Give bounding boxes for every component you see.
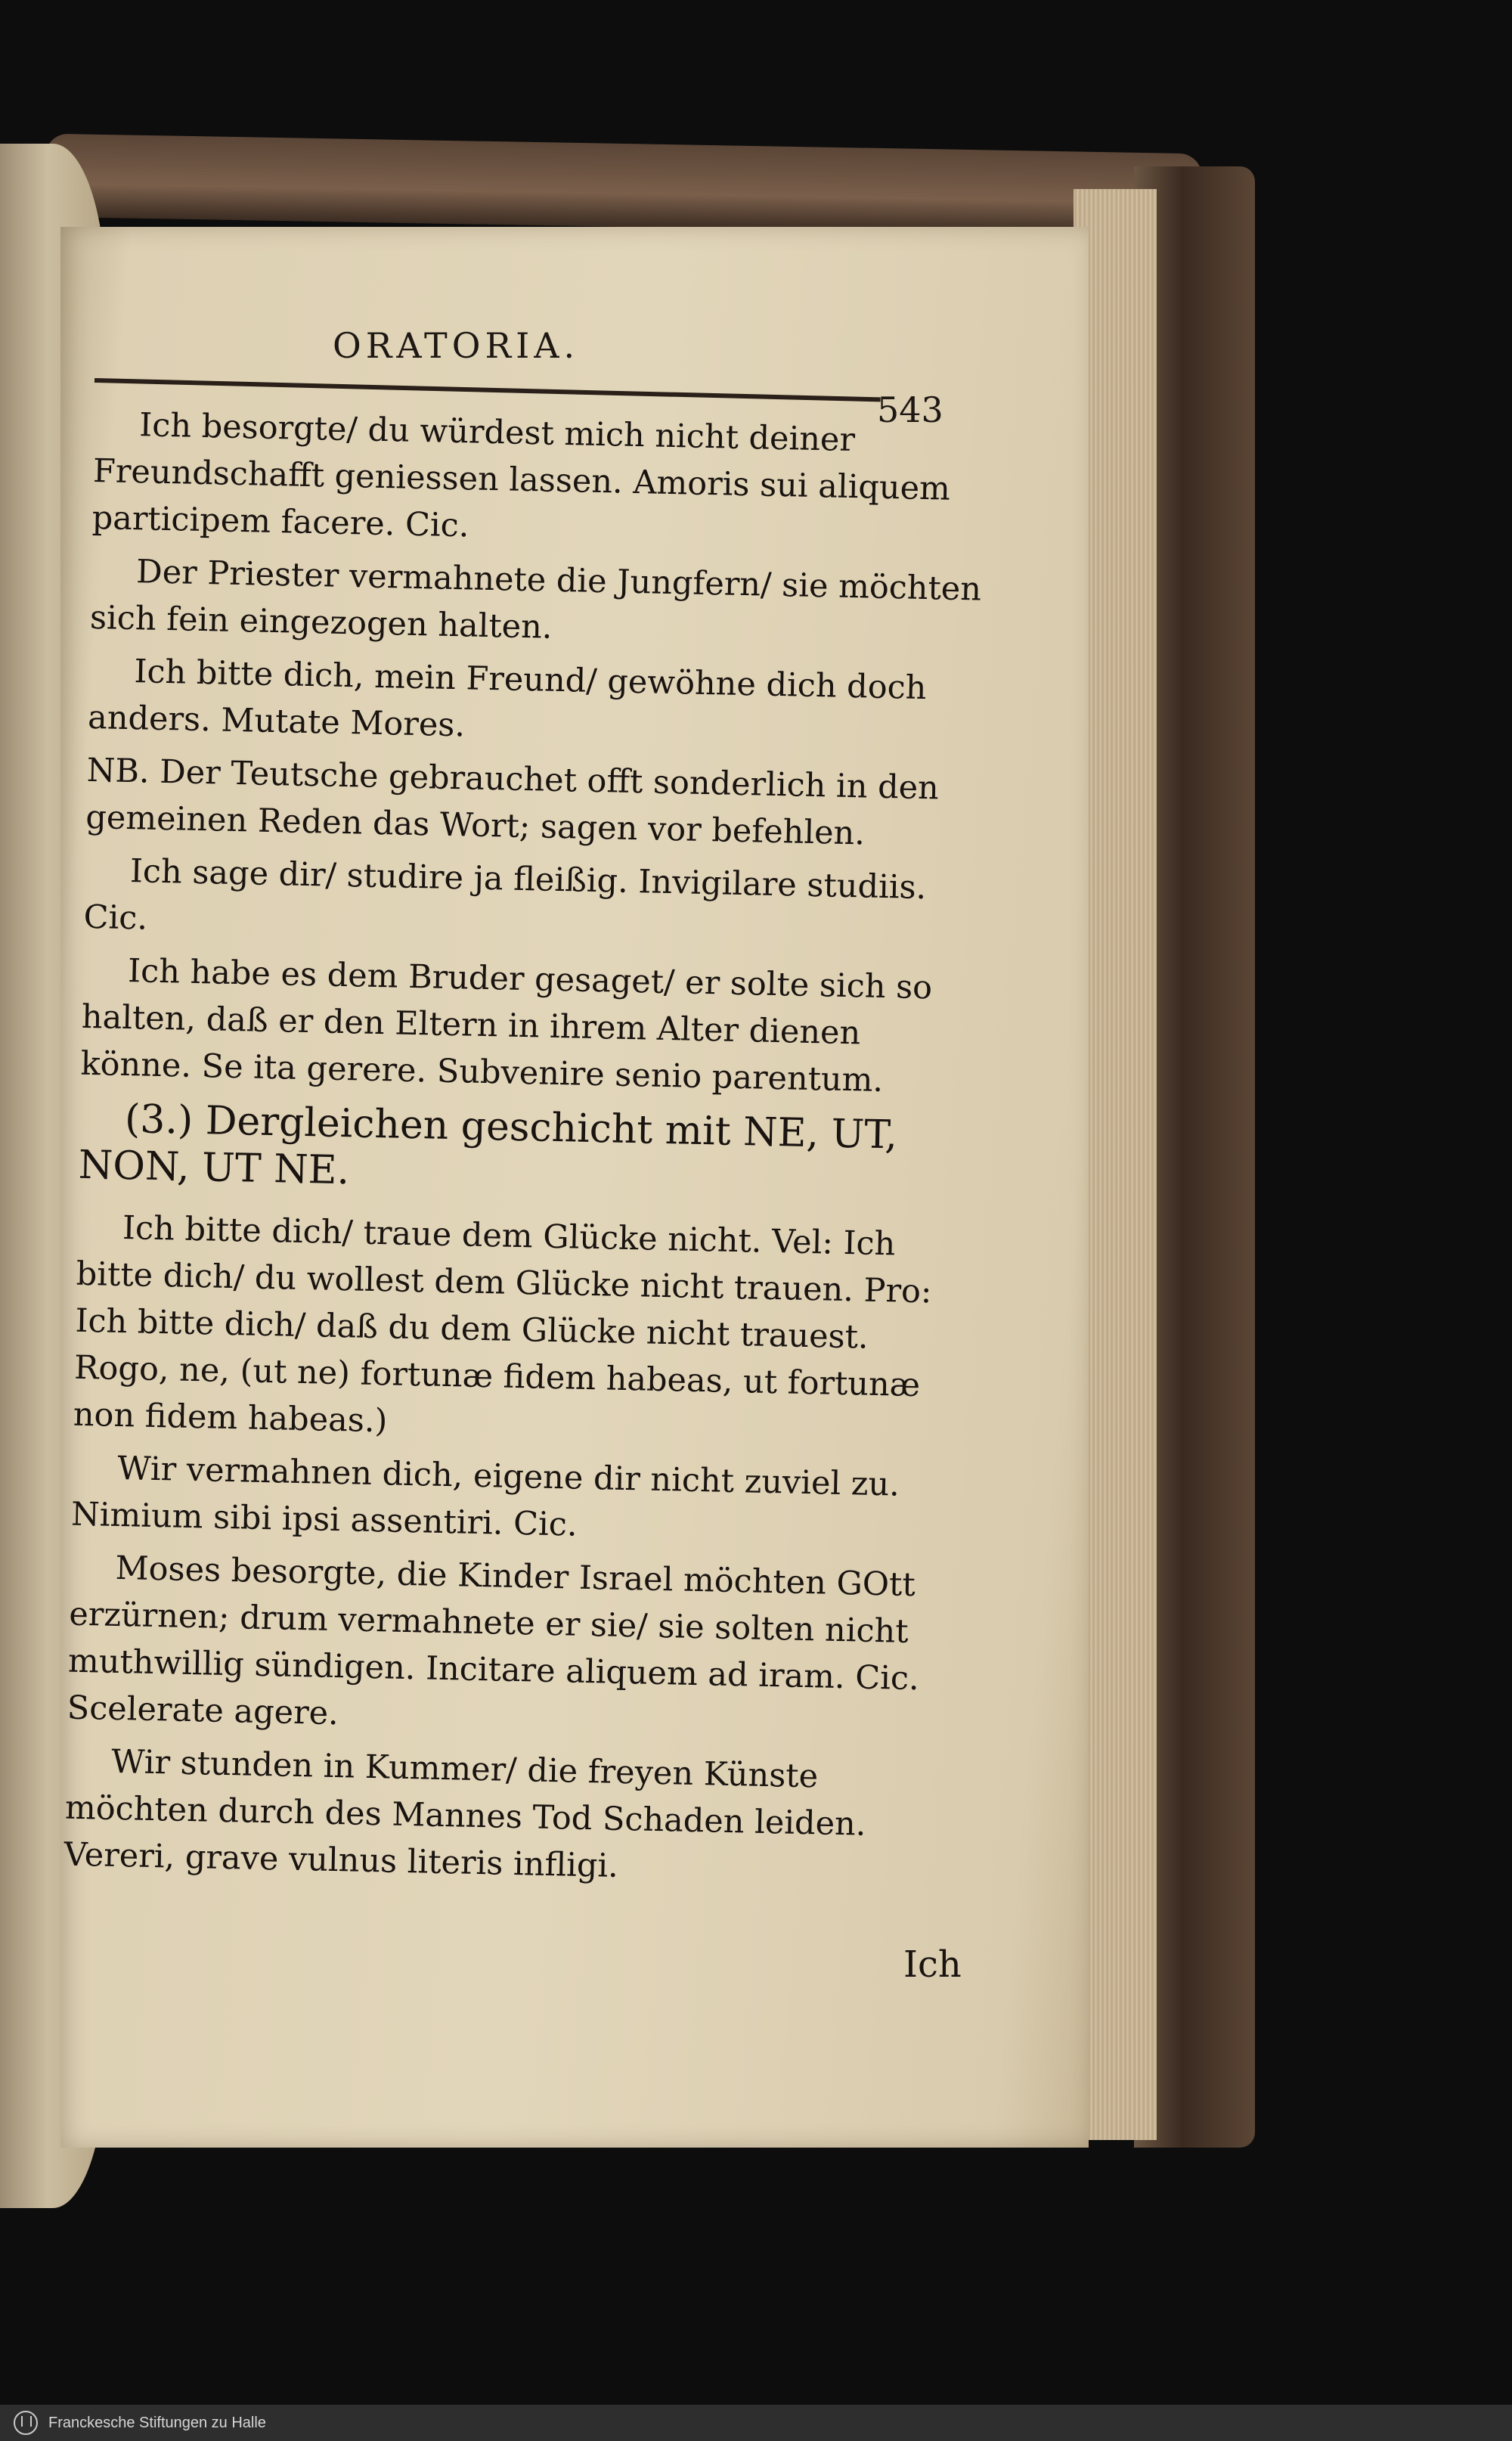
paragraph: Wir stunden in Kummer/ die freyen Künste möchten durch des Mannes Tod Schaden leiden. Vereri, grave vulnus literis infligi.	[64, 1742, 866, 1885]
paragraph-nota-bene: NB. Der Teutsche gebrauchet offt sonderlich in den gemeinen Reden das Wort; sagen vor befehlen.	[85, 751, 940, 853]
paragraph: Moses besorgte, die Kinder Israel möchten GOtt erzürnen; drum vermahnete er sie/ sie solten nicht muthwillig sündigen. Incitare aliquem ad iram. Cic. Scelerate agere.	[67, 1549, 920, 1733]
catchword: Ich	[903, 1943, 962, 1986]
paragraph: Ich habe es dem Bruder gesaget/ er solte sich so halten, daß er den Eltern in ihrem Alter dienen könne. Se ita gerere. Subvenire senio parentum.	[80, 952, 933, 1100]
paragraph: Ich sage dir/ studire ja fleißig. Invigilare studiis. Cic.	[83, 852, 927, 938]
page-number: 543	[877, 389, 943, 430]
footer-institution: Franckesche Stiftungen zu Halle	[48, 2414, 266, 2431]
paragraph: Ich besorgte/ du würdest mich nicht deiner Freundschafft geniessen lassen. Amoris sui aliquem participem facere. Cic.	[91, 406, 951, 545]
paragraph: Wir vermahnen dich, eigene dir nicht zuviel zu. Nimium sibi ipsi assentiri. Cic.	[70, 1449, 900, 1544]
section-heading: (3.) Dergleichen geschicht mit NE, UT, NON, UT NE.	[78, 1096, 898, 1194]
paragraph: Ich bitte dich, mein Freund/ gewöhne dich doch anders. Mutate Mores.	[87, 653, 927, 745]
page-body	[64, 401, 987, 1903]
foundation-logo-icon	[14, 2411, 38, 2435]
paragraph: Ich bitte dich/ traue dem Glücke nicht. Vel: Ich bitte dich/ du wollest dem Glücke nicht trauen. Pro: Ich bitte dich/ daß du dem Glücke nicht trauest. Rogo, ne, (ut ne) fortunæ fidem habeas, ut fortunæ non fidem habeas.)	[73, 1209, 932, 1441]
footer-bar	[0, 2405, 1512, 2441]
paragraph: Der Priester vermahnete die Jungfern/ sie möchten sich fein eingezogen halten.	[89, 553, 982, 647]
running-head: ORATORIA.	[333, 325, 580, 366]
book-cover-top	[45, 134, 1202, 237]
